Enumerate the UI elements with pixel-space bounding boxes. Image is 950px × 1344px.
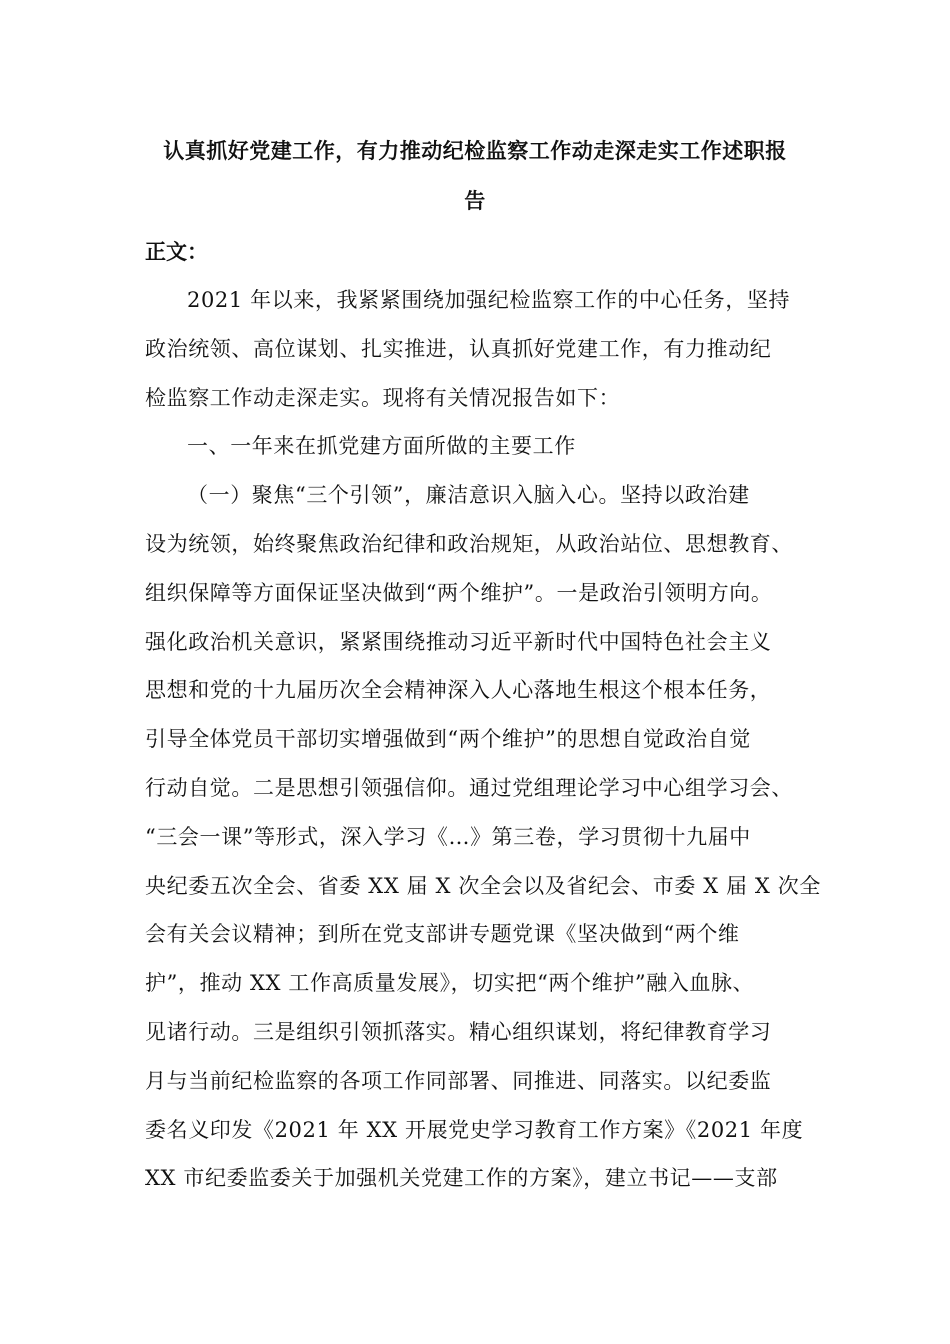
paragraph-line: 见诸行动。三是组织引领抓落实。精心组织谋划，将纪律教育学习 bbox=[145, 1019, 772, 1044]
paragraph-line: 思想和党的十九届历次全会精神深入人心落地生根这个根本任务， bbox=[145, 678, 772, 703]
paragraph-line: 会有关会议精神；到所在党支部讲专题党课《坚决做到“两个维 bbox=[145, 922, 740, 947]
paragraph-line: 护”，推动 XX 工作高质量发展》，切实把“两个维护”融入血脉、 bbox=[145, 971, 755, 996]
paragraph-line: 强化政治机关意识，紧紧围绕推动习近平新时代中国特色社会主义 bbox=[145, 629, 772, 654]
paragraph-line: （一）聚焦“三个引领”，廉洁意识入脑入心。坚持以政治建 bbox=[187, 483, 750, 508]
paragraph-line: XX 市纪委监委关于加强机关党建工作的方案》，建立书记——支部 bbox=[145, 1166, 778, 1191]
paragraph-line: “三会一课”等形式，深入学习《…》第三卷，学习贯彻十九届中 bbox=[145, 824, 751, 849]
paragraph-line: 委名义印发《2021 年 XX 开展党史学习教育工作方案》《2021 年度 bbox=[145, 1117, 804, 1142]
title-line-2: 告 bbox=[464, 188, 486, 213]
body-label: 正文： bbox=[145, 239, 208, 264]
document-title bbox=[143, 126, 807, 226]
paragraph-line: 政治统领、高位谋划、扎实推进，认真抓好党建工作，有力推动纪 bbox=[145, 336, 772, 361]
paragraph-line: 行动自觉。二是思想引领强信仰。通过党组理论学习中心组学习会、 bbox=[145, 775, 793, 800]
paragraph-line: 月与当前纪检监察的各项工作同部署、同推进、同落实。以纪委监 bbox=[145, 1068, 772, 1093]
paragraph-line: 央纪委五次全会、省委 XX 届 X 次全会以及省纪会、市委 X 届 X 次全 bbox=[145, 873, 821, 898]
paragraph-line: 2021 年以来，我紧紧围绕加强纪检监察工作的中心任务，坚持 bbox=[187, 288, 791, 312]
paragraph-line: 检监察工作动走深走实。现将有关情况报告如下： bbox=[145, 385, 621, 410]
section-heading: 一、一年来在抓党建方面所做的主要工作 bbox=[187, 434, 576, 459]
paragraph-line: 组织保障等方面保证坚决做到“两个维护”。一是政治引领明方向。 bbox=[145, 580, 773, 605]
paragraph-line: 引导全体党员干部切实增强做到“两个维护”的思想自觉政治自觉 bbox=[145, 727, 751, 752]
body-text bbox=[145, 282, 821, 1209]
title-line-1: 认真抓好党建工作，有力推动纪检监察工作动走深走实工作述职报 bbox=[163, 138, 787, 163]
paragraph-line: 设为统领，始终聚焦政治纪律和政治规矩，从政治站位、思想教育、 bbox=[145, 531, 793, 556]
